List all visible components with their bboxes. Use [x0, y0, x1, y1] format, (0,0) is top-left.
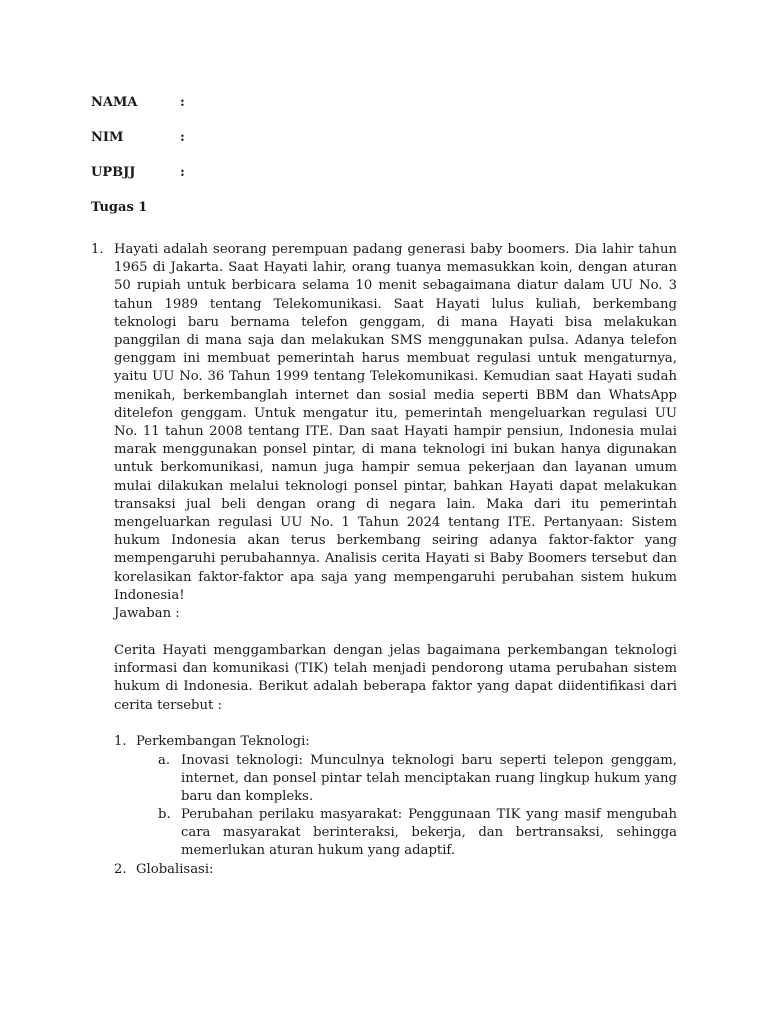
field-nim	[91, 130, 185, 146]
field-nim-colon: :	[180, 130, 185, 145]
subitem-letter: a.	[158, 753, 171, 768]
subitem-text: Inovasi teknologi: Munculnya teknologi baru seperti telepon genggam, internet, dan ponsel pintar telah menciptakan ruang lingkup hukum yang baru dan kompleks.	[181, 753, 677, 805]
field-nama-colon: :	[180, 95, 185, 110]
answer-intro: Cerita Hayati menggambarkan dengan jelas bagaimana perkembangan teknologi informasi dan komunikasi (TIK) telah menjadi pendorong utama perubahan sistem hukum di Indonesia. Berikut adalah beberapa faktor yang dapat diidentifikasi dari cerita tersebut :	[114, 643, 677, 713]
field-nama-label: NAMA	[91, 95, 138, 110]
factor-subitem	[158, 806, 677, 861]
question-text: Hayati adalah seorang perempuan padang generasi baby boomers. Dia lahir tahun 1965 di Jakarta. Saat Hayati lahir, orang tuanya memasukkan koin, dengan aturan 50 rupiah untuk berbicara selama 10 menit sebagaimana diatur dalam UU No. 3 tahun 1989 tentang Telekomunikasi. Saat Hayati lulus kuliah, berkembang teknologi baru bernama telefon genggam, di mana Hayati bisa melakukan panggilan di mana saja dan melakukan SMS menggunakan pulsa. Adanya telefon genggam ini membuat pemerintah harus membuat regulasi untuk mengaturnya, yaitu UU No. 36 Tahun 1999 tentang Telekomunikasi. Kemudian saat Hayati sudah menikah, berkembanglah internet dan sosial media seperti BBM dan WhatsApp ditelefon genggam. Untuk mengatur itu, pemerintah mengeluarkan regulasi UU No. 11 tahun 2008 tentang ITE. Dan saat Hayati hampir pensiun, Indonesia mulai marak menggunakan ponsel pintar, di mana teknologi ini bukan hanya digunakan untuk berkomunikasi, namun juga hampir semua pekerjaan dan layanan umum mulai dilakukan melalui teknologi ponsel pintar, bahkan Hayati dapat melakukan transaksi jual beli dengan orang di negara lain. Maka dari itu pemerintah mengeluarkan regulasi UU No. 1 Tahun 2024 tentang ITE. Pertanyaan: Sistem hukum Indonesia akan terus berkembang seiring adanya faktor-faktor yang mempengaruhi perubahannya. Analisis cerita Hayati si Baby Boomers tersebut dan korelasikan faktor-faktor apa saja yang mempengaruhi perubahan sistem hukum Indonesia!	[114, 242, 677, 603]
subitem-text: Perubahan perilaku masyarakat: Penggunaan TIK yang masif mengubah cara masyarakat berinteraksi, bekerja, dan bertransaksi, sehingga memerlukan aturan hukum yang adaptif.	[181, 807, 677, 859]
field-nim-label: NIM	[91, 130, 124, 145]
subitem-letter: b.	[158, 807, 171, 822]
field-upbjj-label: UPBJJ	[91, 165, 136, 180]
assignment-heading: Tugas 1	[91, 200, 148, 215]
factor-label: Perkembangan Teknologi:	[136, 734, 310, 749]
field-upbjj	[91, 165, 185, 181]
factor-number: 2.	[114, 862, 127, 877]
answer-label: Jawaban :	[114, 606, 180, 621]
factor-subitem	[158, 752, 677, 807]
factor-number: 1.	[114, 734, 127, 749]
question-item	[91, 241, 677, 605]
factor-label: Globalisasi:	[136, 862, 214, 877]
field-nama	[91, 95, 185, 111]
field-upbjj-colon: :	[180, 165, 185, 180]
question-number: 1.	[91, 242, 104, 257]
